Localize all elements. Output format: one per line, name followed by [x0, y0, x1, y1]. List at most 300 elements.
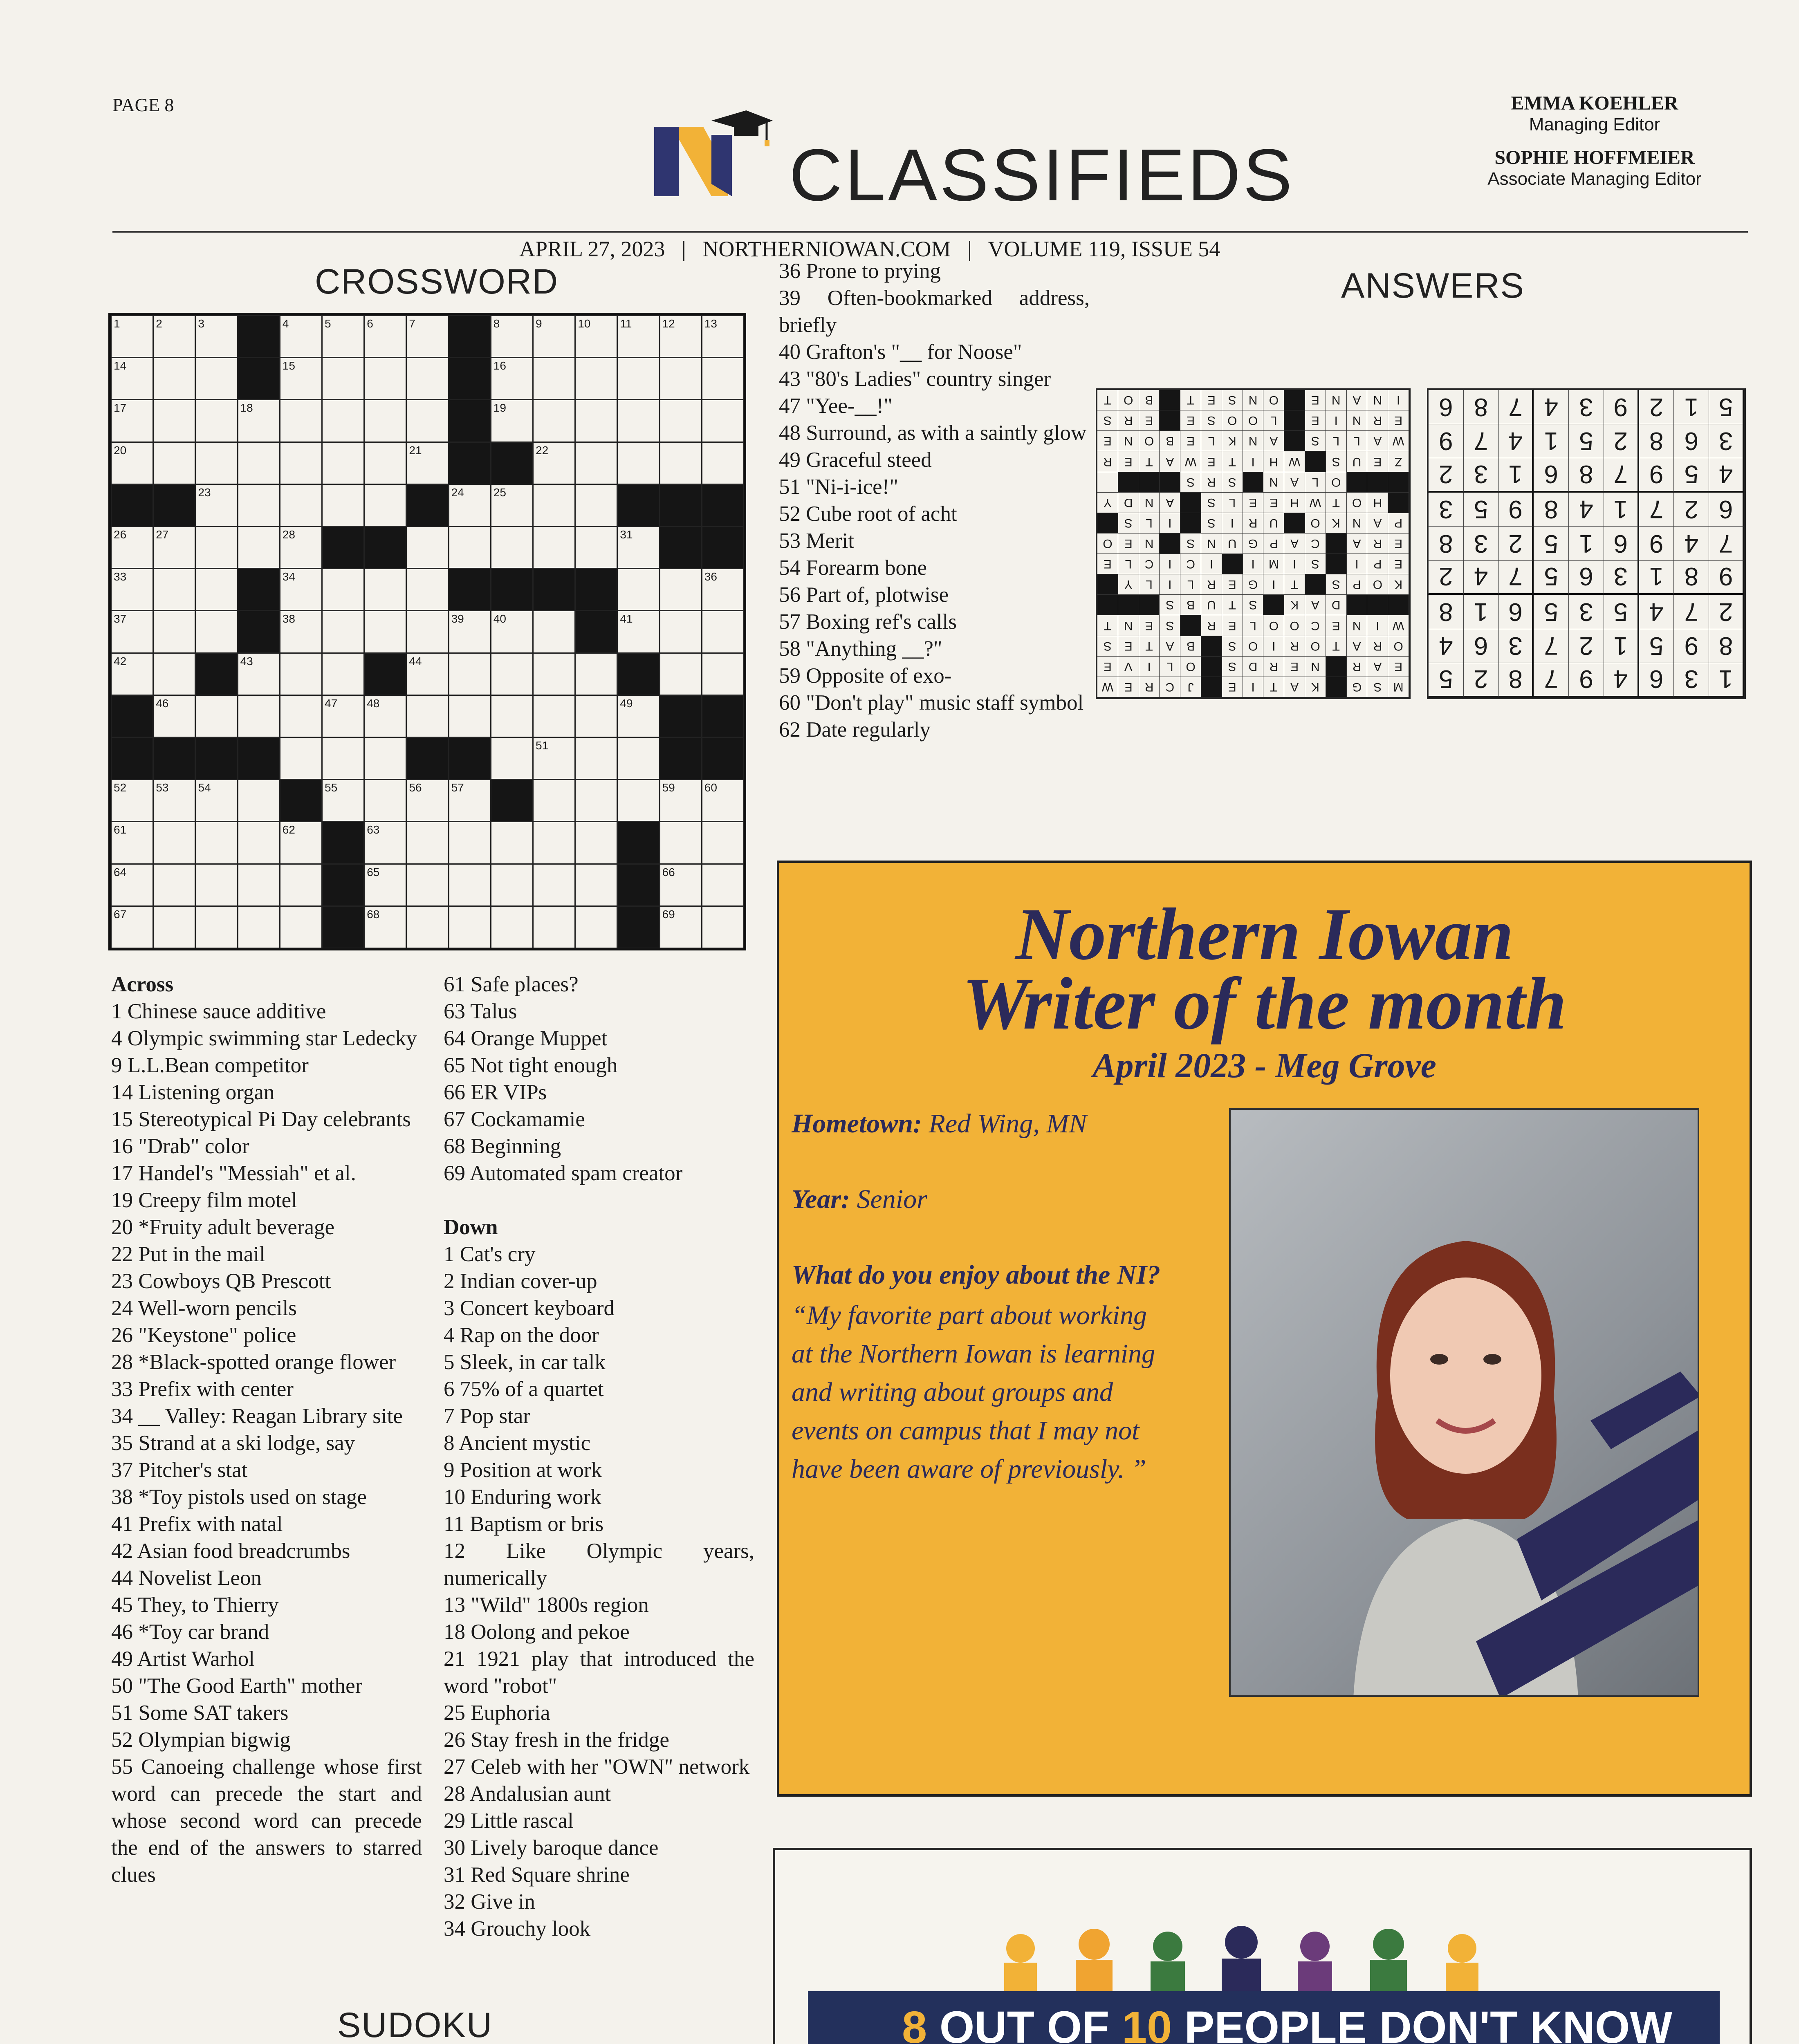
answer-cell: N	[1139, 492, 1160, 513]
crossword-cell	[280, 737, 322, 780]
clue-item: 61 Safe places?	[444, 973, 579, 996]
clue-number: 3	[198, 317, 204, 330]
sudoku-answer-cell: 1	[1604, 492, 1639, 527]
crossword-cell	[195, 610, 238, 653]
clue-item: 15 Stereotypical Pi Day celebrants	[111, 1107, 411, 1131]
answer-cell: I	[1159, 574, 1180, 595]
sudoku-answer-cell: 1	[1604, 629, 1639, 663]
answer-cell: E	[1118, 533, 1139, 554]
crossword-cell	[364, 821, 406, 864]
answer-cell	[1201, 656, 1222, 677]
answer-cell	[1346, 472, 1368, 493]
answer-cell: E	[1201, 451, 1222, 472]
answer-cell: M	[1388, 677, 1409, 697]
answer-cell: S	[1222, 636, 1243, 657]
clue-item: 45 They, to Thierry	[111, 1593, 279, 1617]
answer-cell: A	[1346, 533, 1368, 554]
sudoku-answer-cell: 7	[1639, 492, 1674, 527]
answer-cell	[1097, 574, 1118, 595]
answer-cell: I	[1263, 636, 1284, 657]
clue-item: 65 Not tight enough	[444, 1053, 618, 1077]
answer-cell: O	[1326, 472, 1347, 493]
clue-number: 19	[493, 401, 506, 415]
crossword-cell	[491, 399, 533, 442]
crossword-cell	[449, 779, 491, 822]
clues-column-2	[444, 971, 754, 1942]
answer-cell: N	[1243, 390, 1264, 410]
answer-cell: A	[1284, 677, 1305, 697]
answer-cell: L	[1222, 492, 1243, 513]
crossword-cell	[575, 737, 617, 780]
crossword-cell	[575, 357, 617, 400]
answer-cell: R	[1097, 451, 1118, 472]
answer-cell: T	[1222, 451, 1243, 472]
crossword-cell	[406, 399, 449, 442]
across-clues-column	[111, 971, 422, 1888]
answer-cell: W	[1388, 615, 1409, 636]
crossword-cell	[491, 906, 533, 948]
sudoku-answer-cell: 5	[1639, 629, 1674, 663]
clue-number: 16	[493, 359, 506, 372]
down-clues-continued	[779, 258, 1090, 743]
answer-cell: E	[1243, 492, 1264, 513]
sudoku-answer-cell: 9	[1709, 560, 1744, 595]
sudoku-answer-cell: 3	[1604, 560, 1639, 595]
crossword-cell	[659, 442, 702, 484]
crossword-cell	[238, 906, 280, 948]
clue-item: 51 Some SAT takers	[111, 1701, 289, 1725]
answer-cell: A	[1159, 636, 1180, 657]
answer-cell: Y	[1097, 492, 1118, 513]
answer-cell	[1305, 574, 1326, 595]
clue-item: 5 Sleek, in car talk	[444, 1350, 606, 1374]
answer-cell: E	[1118, 677, 1139, 697]
answer-cell: E	[1118, 451, 1139, 472]
sudoku-answer-cell: 3	[1709, 424, 1744, 459]
answer-cell: S	[1326, 451, 1347, 472]
sudoku-answer-cell: 6	[1604, 526, 1639, 561]
crossword-cell	[322, 610, 364, 653]
answer-cell: O	[1284, 615, 1305, 636]
clue-item: 52 Olympian bigwig	[111, 1728, 291, 1752]
clue-item: 59 Opposite of exo-	[779, 664, 952, 688]
answer-cell: E	[1118, 636, 1139, 657]
answer-cell: S	[1201, 410, 1222, 431]
clue-number: 39	[451, 612, 464, 625]
crossword-cell	[449, 526, 491, 569]
answer-cell: N	[1346, 513, 1368, 533]
crossword-cell	[322, 737, 364, 780]
clue-number: 17	[114, 401, 127, 415]
answer-cell: I	[1159, 554, 1180, 574]
answer-cell	[1346, 594, 1368, 615]
answer-cell: E	[1388, 533, 1409, 554]
clue-number: 69	[662, 908, 675, 921]
sudoku-answer-cell: 2	[1428, 560, 1464, 595]
clue-number: 4	[282, 317, 289, 330]
answer-cell: E	[1097, 656, 1118, 677]
answer-cell: U	[1222, 533, 1243, 554]
answer-cell: S	[1118, 513, 1139, 533]
answer-cell: T	[1326, 636, 1347, 657]
crossword-cell	[153, 610, 195, 653]
answer-cell: I	[1284, 554, 1305, 574]
clue-item: 63 Talus	[444, 1000, 517, 1023]
crossword-cell	[659, 399, 702, 442]
clue-item: 55 Canoeing challenge whose first word can precede the start and whose second word can precede the end of the answers to starred clues	[111, 1755, 422, 1887]
answer-cell: I	[1222, 513, 1243, 533]
editor-name: EMMA KOEHLER	[1511, 92, 1678, 114]
answer-cell: R	[1346, 656, 1368, 677]
crossword-cell	[195, 864, 238, 906]
answer-cell: E	[1326, 615, 1347, 636]
sudoku-answer-cell: 2	[1604, 424, 1639, 459]
crossword-cell	[195, 442, 238, 484]
answer-cell: O	[1346, 492, 1368, 513]
crossword-cell	[617, 779, 659, 822]
answer-cell: I	[1243, 451, 1264, 472]
clue-number: 40	[493, 612, 506, 625]
answer-cell: C	[1305, 533, 1326, 554]
crossword-cell	[449, 442, 491, 484]
clue-item: 66 ER VIPs	[444, 1080, 547, 1104]
sudoku-answer-cell: 8	[1533, 492, 1569, 527]
clue-item: 22 Put in the mail	[111, 1242, 265, 1266]
hometown-label: Hometown:	[792, 1109, 922, 1139]
clue-item: 7 Pop star	[444, 1404, 530, 1428]
answer-cell: C	[1139, 554, 1160, 574]
answer-cell: E	[1305, 390, 1326, 410]
clue-item: 50 "The Good Earth" mother	[111, 1674, 363, 1698]
crossword-cell	[406, 737, 449, 780]
answer-cell: N	[1346, 410, 1368, 431]
crossword-cell	[449, 610, 491, 653]
sudoku-answer-cell: 3	[1463, 526, 1499, 561]
answer-cell: L	[1326, 430, 1347, 451]
crossword-cell	[575, 610, 617, 653]
answer-cell: H	[1284, 492, 1305, 513]
crossword-cell	[111, 526, 153, 569]
clue-item: 38 *Toy pistols used on stage	[111, 1485, 367, 1509]
answer-cell: E	[1367, 451, 1388, 472]
answer-cell	[1201, 677, 1222, 697]
answer-cell: H	[1263, 451, 1284, 472]
clue-number: 13	[704, 317, 717, 330]
crossword-cell	[111, 484, 153, 527]
answer-cell: K	[1326, 513, 1347, 533]
sudoku-answer-cell: 7	[1498, 390, 1534, 424]
answer-cell: I	[1346, 554, 1368, 574]
crossword-cell	[280, 526, 322, 569]
crossword-cell	[364, 357, 406, 400]
crossword-cell	[449, 399, 491, 442]
clue-number: 59	[662, 781, 675, 794]
crossword-cell	[659, 568, 702, 611]
sudoku-answer-cell: 1	[1498, 458, 1534, 493]
clue-item: 64 Orange Muppet	[444, 1026, 608, 1050]
crossword-cell	[406, 442, 449, 484]
sudoku-answer-cell: 4	[1709, 458, 1744, 493]
crossword-cell	[533, 779, 575, 822]
answer-cell	[1388, 594, 1409, 615]
writer-question: What do you enjoy about the NI?	[792, 1260, 1161, 1290]
crossword-cell	[111, 610, 153, 653]
crossword-cell	[491, 315, 533, 358]
sudoku-answer-cell: 6	[1428, 390, 1464, 424]
crossword-cell	[406, 906, 449, 948]
crossword-cell	[111, 399, 153, 442]
answer-cell: A	[1367, 656, 1388, 677]
answer-cell: S	[1159, 615, 1180, 636]
writer-portrait-photo	[1229, 1108, 1699, 1697]
crossword-cell	[322, 864, 364, 906]
ad-headline-band	[808, 1991, 1720, 2044]
crossword-cell	[153, 315, 195, 358]
writer-title-line2: Writer of the month	[962, 963, 1567, 1045]
answer-cell	[1284, 430, 1305, 451]
clue-item: 69 Automated spam creator	[444, 1161, 683, 1185]
answer-cell: E	[1180, 410, 1201, 431]
clue-item: 9 L.L.Bean competitor	[111, 1053, 309, 1077]
crossword-cell	[364, 442, 406, 484]
crossword-cell	[195, 906, 238, 948]
crossword-cell	[449, 653, 491, 695]
clue-item: 16 "Drab" color	[111, 1134, 249, 1158]
sudoku-answer-cell: 5	[1463, 492, 1499, 527]
crossword-cell	[364, 864, 406, 906]
clue-number: 20	[114, 444, 127, 457]
year-label: Year:	[792, 1184, 850, 1214]
answer-cell: A	[1263, 430, 1284, 451]
crossword-cell	[702, 906, 744, 948]
crossword-cell	[280, 442, 322, 484]
crossword-cell	[364, 779, 406, 822]
sudoku-answer-cell: 7	[1709, 526, 1744, 561]
clue-number: 8	[493, 317, 500, 330]
editor-role: Managing Editor	[1529, 114, 1660, 134]
sudoku-answer-cell: 1	[1568, 526, 1604, 561]
answer-cell: E	[1139, 615, 1160, 636]
clue-number: 38	[282, 612, 295, 625]
sudoku-answer-cell: 3	[1498, 629, 1534, 663]
answer-line: and writing about groups and	[792, 1377, 1113, 1407]
answer-cell: T	[1097, 390, 1118, 410]
clue-item: 34 __ Valley: Reagan Library site	[111, 1404, 403, 1428]
crossword-cell	[659, 484, 702, 527]
clue-item: 33 Prefix with center	[111, 1377, 294, 1401]
answer-cell	[1097, 594, 1118, 615]
crossword-cell	[702, 399, 744, 442]
crossword-cell	[617, 653, 659, 695]
crossword-cell	[575, 695, 617, 737]
answer-cell: O	[1263, 390, 1284, 410]
answer-cell: P	[1263, 533, 1284, 554]
clue-item: 30 Lively baroque dance	[444, 1836, 659, 1860]
crossword-cell	[364, 526, 406, 569]
editor-credits	[1456, 92, 1734, 201]
answer-cell: E	[1222, 677, 1243, 697]
editor-role: Associate Managing Editor	[1487, 169, 1702, 189]
sudoku-answer-cell: 2	[1428, 458, 1464, 493]
crossword-cell	[575, 484, 617, 527]
clue-number: 21	[409, 444, 422, 457]
clue-number: 66	[662, 865, 675, 879]
answer-cell: S	[1201, 492, 1222, 513]
answer-cell: A	[1346, 636, 1368, 657]
crossword-cell	[533, 484, 575, 527]
clue-item: 53 Merit	[779, 529, 854, 553]
answer-cell: E	[1263, 492, 1284, 513]
issue-date: APRIL 27, 2023	[519, 237, 665, 261]
sudoku-answer-cell: 8	[1498, 663, 1534, 697]
answer-cell: E	[1180, 430, 1201, 451]
clue-item: 62 Date regularly	[779, 718, 931, 742]
answer-cell: A	[1367, 513, 1388, 533]
answer-cell: S	[1159, 594, 1180, 615]
crossword-cell	[280, 864, 322, 906]
crossword-cell	[702, 526, 744, 569]
answer-cell: O	[1097, 533, 1118, 554]
crossword-cell	[533, 568, 575, 611]
crossword-cell	[280, 315, 322, 358]
answer-cell: B	[1139, 390, 1160, 410]
clue-item: 47 "Yee-__!"	[779, 394, 893, 418]
clue-number: 14	[114, 359, 127, 372]
answer-cell: S	[1201, 513, 1222, 533]
crossword-cell	[280, 821, 322, 864]
crossword-cell	[195, 779, 238, 822]
crossword-cell	[491, 653, 533, 695]
answer-cell: W	[1097, 677, 1118, 697]
crossword-cell	[617, 821, 659, 864]
sudoku-answer-cell: 1	[1673, 390, 1709, 424]
answer-cell: R	[1367, 636, 1388, 657]
clue-item: 39 Often-bookmarked address, briefly	[779, 286, 1090, 337]
answer-cell	[1243, 472, 1264, 493]
answer-cell: L	[1180, 574, 1201, 595]
sudoku-answer-cell: 7	[1673, 594, 1709, 629]
answer-cell: T	[1284, 574, 1305, 595]
crossword-cell	[153, 568, 195, 611]
answer-cell: S	[1222, 390, 1243, 410]
clue-item: 57 Boxing ref's calls	[779, 610, 957, 634]
crossword-cell	[322, 906, 364, 948]
crossword-cell	[406, 864, 449, 906]
answer-cell: I	[1326, 410, 1347, 431]
crossword-cell	[322, 399, 364, 442]
answer-cell: O	[1305, 513, 1326, 533]
section-title: CLASSIFIEDS	[789, 134, 1295, 216]
answer-cell: R	[1367, 410, 1388, 431]
sudoku-answer-cell: 5	[1709, 390, 1744, 424]
crossword-cell	[533, 653, 575, 695]
clue-number: 12	[662, 317, 675, 330]
crossword-cell	[153, 821, 195, 864]
crossword-cell	[406, 653, 449, 695]
sudoku-answer-cell: 6	[1673, 424, 1709, 459]
stat-text: OUT OF	[927, 2002, 1122, 2044]
sudoku-answer-cell: 8	[1428, 526, 1464, 561]
crossword-cell	[280, 610, 322, 653]
sudoku-answer-cell: 4	[1463, 560, 1499, 595]
clue-number: 49	[620, 697, 633, 710]
crossword-cell	[659, 653, 702, 695]
clue-item: 28 *Black-spotted orange flower	[111, 1350, 396, 1374]
clue-item: 32 Give in	[444, 1890, 535, 1914]
answer-cell: E	[1284, 656, 1305, 677]
crossword-cell	[575, 779, 617, 822]
sudoku-answer-cell: 3	[1428, 492, 1464, 527]
crossword-cell	[533, 737, 575, 780]
sudoku-answer-cell: 1	[1709, 663, 1744, 697]
sudoku-answer-cell: 3	[1568, 390, 1604, 424]
answer-cell	[1159, 390, 1180, 410]
crossword-cell	[702, 864, 744, 906]
crossword-cell	[575, 906, 617, 948]
answer-cell: R	[1243, 513, 1264, 533]
answer-cell: S	[1097, 410, 1118, 431]
answer-cell: V	[1118, 656, 1139, 677]
crossword-cell	[195, 484, 238, 527]
clue-item: 58 "Anything __?"	[779, 637, 942, 661]
crossword-cell	[238, 695, 280, 737]
crossword-cell	[195, 315, 238, 358]
answer-cell: T	[1139, 636, 1160, 657]
clue-number: 6	[367, 317, 373, 330]
crossword-cell	[238, 737, 280, 780]
answer-cell: A	[1159, 492, 1180, 513]
clue-item: 17 Handel's "Messiah" et al.	[111, 1161, 356, 1185]
answer-cell: L	[1263, 410, 1284, 431]
answer-cell: E	[1201, 390, 1222, 410]
crossword-cell	[702, 442, 744, 484]
sudoku-answer-cell: 9	[1498, 492, 1534, 527]
crossword-cell	[322, 442, 364, 484]
sudoku-answer-cell: 6	[1533, 458, 1569, 493]
answer-cell: E	[1222, 574, 1243, 595]
answer-cell: B	[1180, 636, 1201, 657]
answer-cell: U	[1263, 513, 1284, 533]
answer-cell: Z	[1388, 451, 1409, 472]
clue-item: 26 "Keystone" police	[111, 1323, 296, 1347]
answer-cell: C	[1180, 554, 1201, 574]
crossword-cell	[659, 526, 702, 569]
crossword-cell	[280, 695, 322, 737]
year-line	[792, 1184, 927, 1215]
answer-cell: N	[1326, 390, 1347, 410]
clue-item: 42 Asian food breadcrumbs	[111, 1539, 350, 1563]
answer-cell: S	[1222, 472, 1243, 493]
answer-cell: N	[1243, 430, 1264, 451]
clue-item: 1 Cat's cry	[444, 1242, 536, 1266]
crossword-cell	[238, 610, 280, 653]
sudoku-answer-cell: 1	[1639, 560, 1674, 595]
answer-cell: W	[1284, 451, 1305, 472]
crossword-cell	[153, 906, 195, 948]
answer-cell: O	[1243, 636, 1264, 657]
answer-cell: A	[1284, 533, 1305, 554]
crossword-cell	[491, 821, 533, 864]
crossword-cell	[195, 357, 238, 400]
crossword-cell	[533, 610, 575, 653]
issue-website: NORTHERNIOWAN.COM	[702, 237, 951, 261]
crossword-cell	[280, 653, 322, 695]
clue-item: 26 Stay fresh in the fridge	[444, 1728, 669, 1752]
sudoku-answer-cell: 9	[1604, 390, 1639, 424]
sudoku-answer-cell: 9	[1639, 526, 1674, 561]
crossword-cell	[449, 484, 491, 527]
crossword-cell	[238, 821, 280, 864]
